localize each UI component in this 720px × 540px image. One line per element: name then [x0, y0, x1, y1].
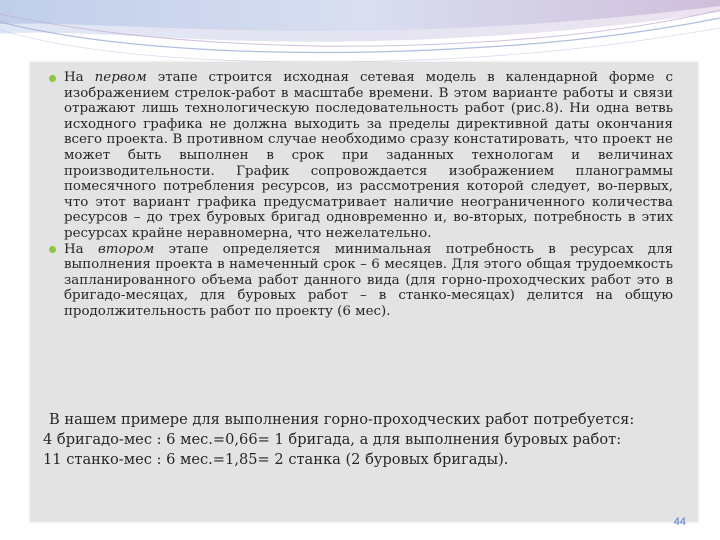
- bullet-prefix: На: [64, 241, 98, 257]
- bullet-first-stage: [48, 70, 673, 242]
- bullet-emphasis: первом: [94, 70, 147, 85]
- bullet-dot-icon: [49, 75, 56, 82]
- bullet-emphasis: втором: [97, 241, 155, 257]
- bullet-second-stage: [48, 242, 673, 320]
- example-line: 4 бригадо-мес : 6 мес.=0,66= 1 бригада, а для выполнения буровых работ:: [43, 431, 622, 448]
- bullet-list: [48, 70, 673, 320]
- bullet-text: этапе определяется минимальная потребность в ресурсах для выполнения проекта в намеченный срок – 6 месяцев. Для этого общая трудоемкость запланированного объема работ данного вида (для горно-проходческих работ это в бригадо-месяцах, для буровых работ – в станко-месяцах) делится на общую продолжительность работ по проекту (6 мес).: [64, 241, 673, 319]
- bullet-text: этапе строится исходная сетевая модель в календарной форме с изображением стрелок-работ в масштабе времени. В этом варианте работы и связи отражают лишь технологическую последовательность работ (рис.8). Ни одна ветвь исходного графика не должна выходить за пределы директивной даты окончания всего проекта. В противном случае необходимо сразу констатировать, что проект не может быть выполнен в срок при заданных технологам и величинах производительности. График сопровождается изображением планограммы помесячного потребления ресурсов, из рассмотрения которой следует, во-первых, что этот вариант графика предусматривает наличие неограниченного количества ресурсов – до трех буровых бригад одновременно и, во-вторых, потребность в этих ресурсах крайне неравномерна, что нежелательно.: [64, 70, 674, 241]
- page-number: 44: [673, 516, 686, 528]
- example-line: В нашем примере для выполнения горно-проходческих работ потребуется:: [49, 411, 635, 428]
- bullet-prefix: На: [64, 70, 95, 85]
- bullet-dot-icon: [49, 246, 56, 253]
- example-line: 11 станко-мес : 6 мес.=1,85= 2 станка (2 буровых бригады).: [43, 451, 509, 468]
- example-calculation: [43, 410, 683, 470]
